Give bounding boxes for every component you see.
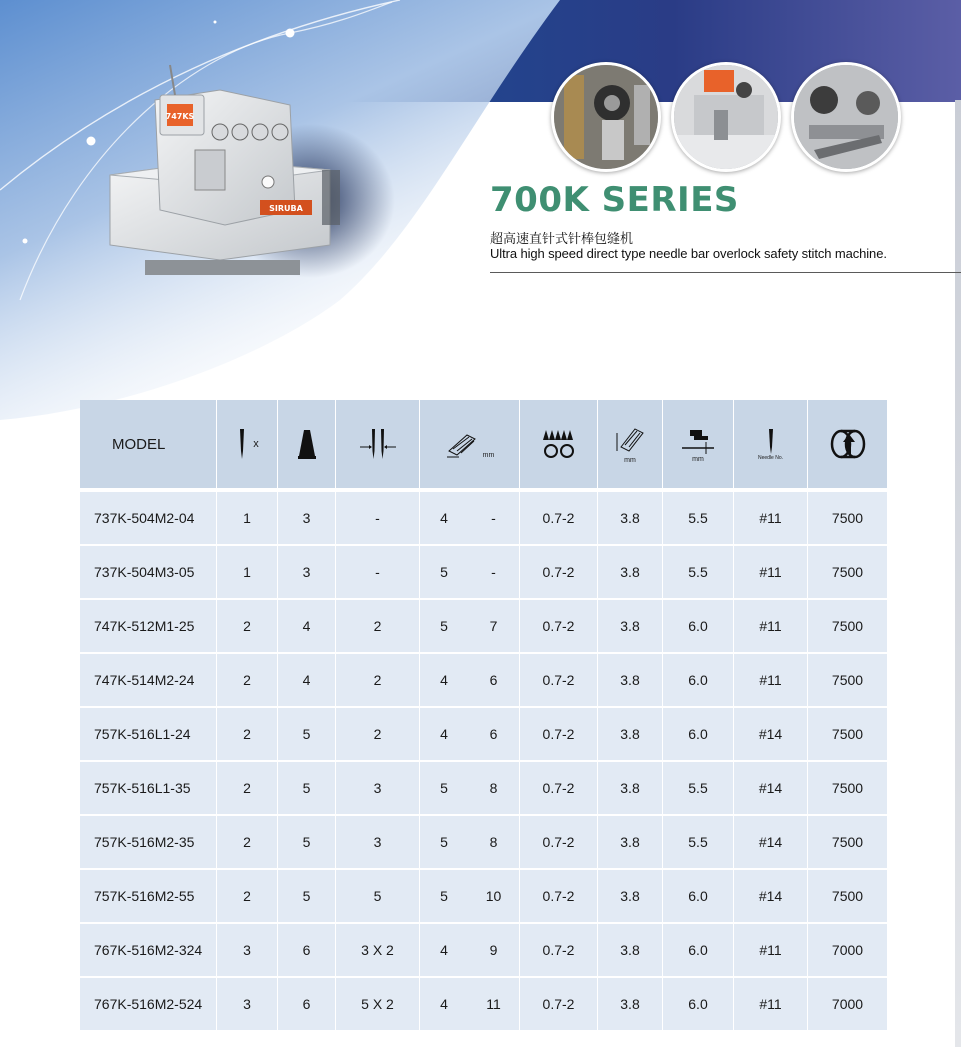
cell-needle-no: #11 [734,546,808,600]
table-row [80,708,887,762]
cell-model: 757K-516M2-35 [80,816,217,870]
cell-needles: 3 [217,924,278,978]
subtitle-english: Ultra high speed direct type needle bar overlock safety stitch machine. [490,246,887,261]
detail-photo-looper [791,62,901,172]
thread-cone-icon [296,428,318,460]
cell-differential-feed: 0.7-2 [520,924,598,978]
cell-width-a: 4 [420,492,468,546]
cell-stitch-length: 3.8 [598,762,663,816]
header-needle-number [734,400,808,492]
cell-stitch-length: 3.8 [598,546,663,600]
cell-differential-feed: 0.7-2 [520,978,598,1032]
header-differential-feed [520,400,598,492]
cell-max-speed: 7500 [808,600,887,654]
cell-stitch-length: 3.8 [598,924,663,978]
cell-width-a: 5 [420,870,468,924]
cell-model: 767K-516M2-524 [80,978,217,1032]
cell-needle-no: #14 [734,870,808,924]
cell-needle-no: #14 [734,816,808,870]
cell-needles: 3 [217,978,278,1032]
cell-stitch-length: 3.8 [598,654,663,708]
cell-width-a: 5 [420,600,468,654]
cell-width-b: 9 [468,924,520,978]
cell-foot-lift: 6.0 [663,708,734,762]
cell-max-speed: 7500 [808,708,887,762]
cell-max-speed: 7000 [808,924,887,978]
table-row [80,762,887,816]
cell-needle-gauge: 5 [336,870,420,924]
cell-foot-lift: 5.5 [663,492,734,546]
page-edge-strip [955,100,961,1047]
cell-stitch-length: 3.8 [598,708,663,762]
cell-width-b: 10 [468,870,520,924]
cell-foot-lift: 6.0 [663,600,734,654]
needle-icon [235,427,249,461]
cell-needles: 1 [217,546,278,600]
cell-threads: 6 [278,924,336,978]
stitch-width-unit: mm [482,452,495,459]
header-needle-gauge [336,400,420,492]
cell-stitch-length: 3.8 [598,492,663,546]
overlock-machine-image [100,60,360,290]
cell-width-a: 4 [420,654,468,708]
cell-model: 747K-514M2-24 [80,654,217,708]
title-divider [490,272,961,273]
cell-differential-feed: 0.7-2 [520,492,598,546]
cell-foot-lift: 5.5 [663,546,734,600]
subtitle-chinese: 超高速直针式针棒包缝机 [490,232,634,247]
cell-width-a: 4 [420,708,468,762]
header-max-speed [808,400,887,492]
table-row [80,816,887,870]
cell-threads: 6 [278,978,336,1032]
table-header-row [80,400,887,492]
table-row [80,654,887,708]
cell-width-a: 5 [420,816,468,870]
cell-differential-feed: 0.7-2 [520,654,598,708]
cell-needle-gauge: 5 X 2 [336,978,420,1032]
cell-needle-no: #11 [734,492,808,546]
cell-needle-no: #14 [734,762,808,816]
stitch-length-icon [615,425,645,457]
stitch-length-unit: mm [624,456,636,464]
cell-max-speed: 7000 [808,978,887,1032]
cell-differential-feed: 0.7-2 [520,816,598,870]
cell-differential-feed: 0.7-2 [520,708,598,762]
cell-needles: 2 [217,762,278,816]
cell-needle-no: #14 [734,708,808,762]
table-row [80,600,887,654]
cell-needle-no: #11 [734,978,808,1032]
cell-max-speed: 7500 [808,654,887,708]
cell-differential-feed: 0.7-2 [520,600,598,654]
table-row [80,924,887,978]
cell-needles: 2 [217,708,278,762]
cell-differential-feed: 0.7-2 [520,870,598,924]
cell-foot-lift: 6.0 [663,654,734,708]
cell-threads: 5 [278,870,336,924]
cell-needle-gauge: - [336,492,420,546]
cell-width-b: 7 [468,600,520,654]
header-presser-foot-lift [663,400,734,492]
cell-width-a: 4 [420,924,468,978]
overedge-width-icon [445,429,479,459]
cell-max-speed: 7500 [808,546,887,600]
cell-foot-lift: 6.0 [663,978,734,1032]
cell-threads: 3 [278,492,336,546]
presser-foot-lift-icon [680,426,716,456]
cell-width-b: 8 [468,816,520,870]
cell-model: 737K-504M3-05 [80,546,217,600]
cell-threads: 3 [278,546,336,600]
cell-width-a: 5 [420,546,468,600]
cell-foot-lift: 5.5 [663,762,734,816]
cell-needle-no: #11 [734,600,808,654]
cell-needle-no: #11 [734,924,808,978]
cell-needles: 2 [217,600,278,654]
table-row [80,546,887,600]
max-speed-icon [829,428,867,460]
cell-needles: 2 [217,654,278,708]
cell-needle-gauge: - [336,546,420,600]
header-model: MODEL [80,400,217,492]
detail-photo-needle-bar [551,62,661,172]
header-thread [278,400,336,492]
cell-needle-gauge: 2 [336,600,420,654]
cell-needles: 2 [217,816,278,870]
cell-needle-gauge: 3 X 2 [336,924,420,978]
cell-max-speed: 7500 [808,816,887,870]
cell-model: 767K-516M2-324 [80,924,217,978]
cell-model: 737K-504M2-04 [80,492,217,546]
cell-needle-gauge: 3 [336,816,420,870]
cell-needle-gauge: 2 [336,708,420,762]
cell-needle-no: #11 [734,654,808,708]
cell-needle-gauge: 3 [336,762,420,816]
cell-threads: 5 [278,762,336,816]
cell-threads: 4 [278,654,336,708]
needle-count-suffix: x [253,438,259,450]
cell-model: 757K-516M2-55 [80,870,217,924]
needle-number-icon [764,427,778,455]
needle-gauge-icon [358,427,398,461]
cell-width-a: 5 [420,762,468,816]
cell-model: 757K-516L1-24 [80,708,217,762]
cell-threads: 4 [278,600,336,654]
cell-max-speed: 7500 [808,870,887,924]
cell-needle-gauge: 2 [336,654,420,708]
cell-stitch-length: 3.8 [598,600,663,654]
differential-feed-icon [541,428,577,460]
cell-differential-feed: 0.7-2 [520,546,598,600]
cell-model: 757K-516L1-35 [80,762,217,816]
table-row [80,492,887,546]
cell-width-b: 6 [468,708,520,762]
cell-width-b: 8 [468,762,520,816]
cell-threads: 5 [278,708,336,762]
cell-width-b: - [468,546,520,600]
cell-width-b: 6 [468,654,520,708]
needle-number-label: Needle No. [757,455,783,461]
header-stitch-width [420,400,520,492]
cell-width-b: 11 [468,978,520,1032]
header-stitch-length [598,400,663,492]
cell-max-speed: 7500 [808,762,887,816]
cell-model: 747K-512M1-25 [80,600,217,654]
spec-table [80,400,887,1032]
model-badge: 747KS [165,112,195,121]
cell-threads: 5 [278,816,336,870]
cell-needles: 1 [217,492,278,546]
foot-lift-unit: mm [692,455,704,463]
cell-width-b: - [468,492,520,546]
cell-stitch-length: 3.8 [598,870,663,924]
table-row [80,870,887,924]
cell-width-a: 4 [420,978,468,1032]
spec-table-body [80,492,887,1032]
header-needle-count [217,400,278,492]
table-row [80,978,887,1032]
cell-foot-lift: 5.5 [663,816,734,870]
cell-needles: 2 [217,870,278,924]
cell-foot-lift: 6.0 [663,924,734,978]
series-title: 700K SERIES [490,180,739,220]
detail-photo-machine-head [671,62,781,172]
brand-plate: SIRUBA [269,204,303,213]
cell-max-speed: 7500 [808,492,887,546]
cell-stitch-length: 3.8 [598,978,663,1032]
cell-differential-feed: 0.7-2 [520,762,598,816]
cell-stitch-length: 3.8 [598,816,663,870]
cell-foot-lift: 6.0 [663,870,734,924]
